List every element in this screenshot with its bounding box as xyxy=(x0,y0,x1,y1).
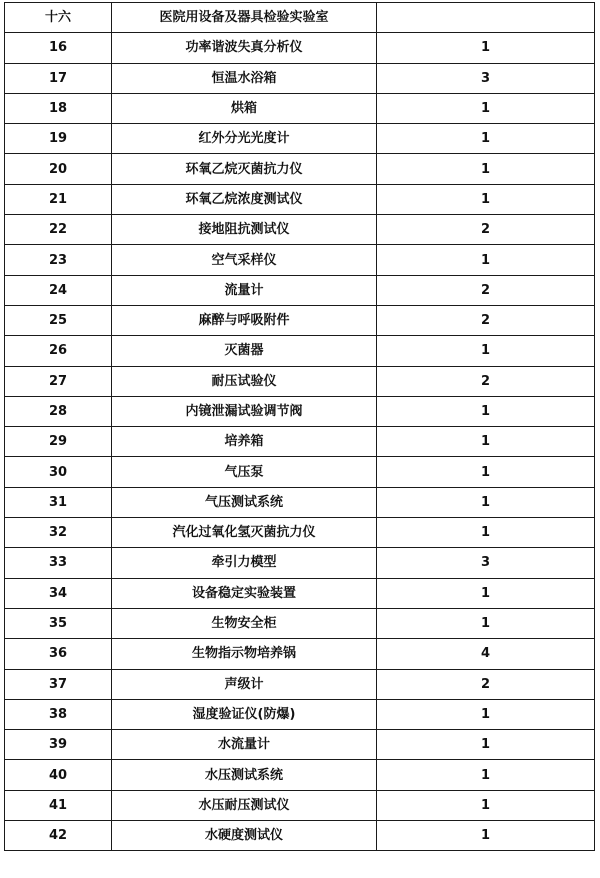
equipment-name: 生物安全柜 xyxy=(112,608,377,638)
table-row xyxy=(5,608,595,638)
equipment-quantity: 1 xyxy=(377,154,595,184)
equipment-quantity: 1 xyxy=(377,518,595,548)
section-empty-cell xyxy=(377,3,595,33)
equipment-quantity: 1 xyxy=(377,487,595,517)
row-number: 26 xyxy=(5,336,112,366)
equipment-quantity: 1 xyxy=(377,124,595,154)
equipment-name: 气压泵 xyxy=(112,457,377,487)
equipment-table xyxy=(4,2,595,851)
row-number: 40 xyxy=(5,760,112,790)
row-number: 31 xyxy=(5,487,112,517)
equipment-name: 湿度验证仪(防爆) xyxy=(112,699,377,729)
table-row xyxy=(5,487,595,517)
row-number: 38 xyxy=(5,699,112,729)
equipment-name: 气压测试系统 xyxy=(112,487,377,517)
equipment-name: 水硬度测试仪 xyxy=(112,821,377,851)
row-number: 36 xyxy=(5,639,112,669)
equipment-name: 汽化过氧化氢灭菌抗力仪 xyxy=(112,518,377,548)
equipment-name: 流量计 xyxy=(112,275,377,305)
equipment-quantity: 1 xyxy=(377,790,595,820)
equipment-name: 培养箱 xyxy=(112,427,377,457)
equipment-quantity: 2 xyxy=(377,305,595,335)
equipment-quantity: 1 xyxy=(377,33,595,63)
table-row xyxy=(5,548,595,578)
row-number: 18 xyxy=(5,93,112,123)
equipment-name: 灭菌器 xyxy=(112,336,377,366)
equipment-quantity: 1 xyxy=(377,608,595,638)
equipment-name: 麻醉与呼吸附件 xyxy=(112,305,377,335)
equipment-name: 烘箱 xyxy=(112,93,377,123)
section-number: 十六 xyxy=(5,3,112,33)
equipment-name: 生物指示物培养锅 xyxy=(112,639,377,669)
row-number: 23 xyxy=(5,245,112,275)
row-number: 20 xyxy=(5,154,112,184)
equipment-name: 空气采样仪 xyxy=(112,245,377,275)
row-number: 25 xyxy=(5,305,112,335)
table-row xyxy=(5,669,595,699)
table-row xyxy=(5,578,595,608)
table-row xyxy=(5,821,595,851)
equipment-quantity: 1 xyxy=(377,245,595,275)
equipment-quantity: 1 xyxy=(377,578,595,608)
table-row xyxy=(5,366,595,396)
row-number: 33 xyxy=(5,548,112,578)
row-number: 41 xyxy=(5,790,112,820)
equipment-name: 环氧乙烷浓度测试仪 xyxy=(112,184,377,214)
equipment-name: 设备稳定实验装置 xyxy=(112,578,377,608)
table-row xyxy=(5,396,595,426)
table-row xyxy=(5,336,595,366)
equipment-quantity: 3 xyxy=(377,548,595,578)
equipment-quantity: 1 xyxy=(377,699,595,729)
table-row xyxy=(5,33,595,63)
equipment-name: 功率谐波失真分析仪 xyxy=(112,33,377,63)
table-row xyxy=(5,215,595,245)
table-row xyxy=(5,457,595,487)
row-number: 27 xyxy=(5,366,112,396)
equipment-name: 环氧乙烷灭菌抗力仪 xyxy=(112,154,377,184)
equipment-quantity: 3 xyxy=(377,63,595,93)
row-number: 22 xyxy=(5,215,112,245)
equipment-name: 恒温水浴箱 xyxy=(112,63,377,93)
table-row xyxy=(5,639,595,669)
equipment-table-body xyxy=(5,3,595,851)
equipment-quantity: 1 xyxy=(377,396,595,426)
table-row xyxy=(5,275,595,305)
section-title: 医院用设备及器具检验实验室 xyxy=(112,3,377,33)
table-row xyxy=(5,124,595,154)
equipment-name: 声级计 xyxy=(112,669,377,699)
equipment-quantity: 2 xyxy=(377,215,595,245)
equipment-name: 水压测试系统 xyxy=(112,760,377,790)
row-number: 24 xyxy=(5,275,112,305)
row-number: 16 xyxy=(5,33,112,63)
equipment-name: 接地阻抗测试仪 xyxy=(112,215,377,245)
equipment-name: 水流量计 xyxy=(112,730,377,760)
equipment-name: 水压耐压测试仪 xyxy=(112,790,377,820)
row-number: 34 xyxy=(5,578,112,608)
equipment-quantity: 2 xyxy=(377,275,595,305)
row-number: 42 xyxy=(5,821,112,851)
table-row xyxy=(5,699,595,729)
row-number: 21 xyxy=(5,184,112,214)
equipment-quantity: 1 xyxy=(377,760,595,790)
equipment-quantity: 1 xyxy=(377,730,595,760)
table-row xyxy=(5,154,595,184)
row-number: 30 xyxy=(5,457,112,487)
equipment-quantity: 1 xyxy=(377,93,595,123)
table-row xyxy=(5,305,595,335)
row-number: 28 xyxy=(5,396,112,426)
equipment-quantity: 1 xyxy=(377,821,595,851)
table-row xyxy=(5,184,595,214)
row-number: 37 xyxy=(5,669,112,699)
equipment-quantity: 1 xyxy=(377,336,595,366)
equipment-quantity: 2 xyxy=(377,669,595,699)
equipment-quantity: 1 xyxy=(377,427,595,457)
section-header-row xyxy=(5,3,595,33)
row-number: 29 xyxy=(5,427,112,457)
row-number: 39 xyxy=(5,730,112,760)
equipment-quantity: 1 xyxy=(377,184,595,214)
equipment-name: 内镜泄漏试验调节阀 xyxy=(112,396,377,426)
table-row xyxy=(5,518,595,548)
table-row xyxy=(5,427,595,457)
table-row xyxy=(5,790,595,820)
row-number: 35 xyxy=(5,608,112,638)
table-row xyxy=(5,245,595,275)
table-row xyxy=(5,760,595,790)
equipment-name: 耐压试验仪 xyxy=(112,366,377,396)
table-row xyxy=(5,63,595,93)
equipment-quantity: 2 xyxy=(377,366,595,396)
equipment-name: 牵引力模型 xyxy=(112,548,377,578)
row-number: 17 xyxy=(5,63,112,93)
equipment-name: 红外分光光度计 xyxy=(112,124,377,154)
row-number: 19 xyxy=(5,124,112,154)
row-number: 32 xyxy=(5,518,112,548)
table-row xyxy=(5,730,595,760)
equipment-quantity: 1 xyxy=(377,457,595,487)
equipment-quantity: 4 xyxy=(377,639,595,669)
table-row xyxy=(5,93,595,123)
